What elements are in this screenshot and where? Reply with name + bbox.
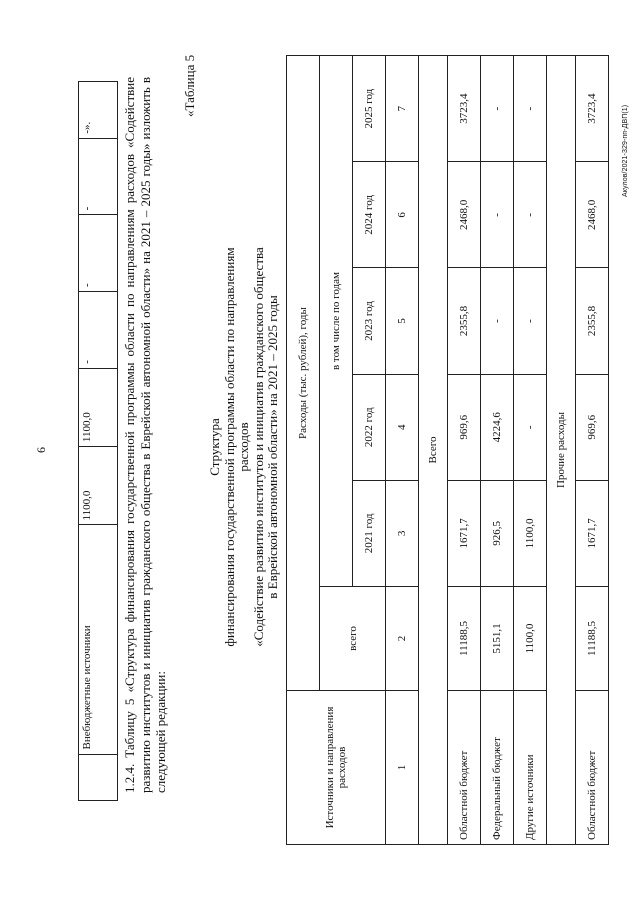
table-cell: 3723,4 [448,56,481,162]
column-number: 1 [386,691,419,845]
page-number: 6 [34,447,48,453]
col-header-year: 2025 год [353,56,386,162]
table-cell: 2468,0 [448,162,481,268]
table-cell: 1671,7 [576,480,609,586]
table-cell: - [514,268,547,374]
amendment-paragraph: 1.2.4. Таблицу 5 «Структура финансирования государственной программы области по направлениям расходов «Содействие развитию институтов и инициатив гражданского общества в Еврейской автономной области» на 2021 – 2025 годы» изложить в следующей редакции: [122,77,168,793]
section-row [419,56,448,845]
table-cell: - [79,292,118,369]
col-header-year: 2021 год [353,480,386,586]
section-other: Прочие расходы [547,56,576,845]
title-line: «Содействие развитию институтов и инициатив гражданского общества [250,247,266,647]
table-cell: 2468,0 [576,162,609,268]
title-line: финансирования государственной программы области по направлениям расходов [221,247,251,647]
row-label: Другие источники [514,691,547,845]
table-cell: 1100,0 [79,447,118,525]
section-total: Всего [419,56,448,845]
table-cell: - [481,268,514,374]
table-cell: - [514,162,547,268]
table-cell: - [514,56,547,162]
col-header-year: 2022 год [353,374,386,480]
table-cell: 2355,8 [448,268,481,374]
column-number: 5 [386,268,419,374]
column-number: 2 [386,587,419,691]
column-number: 3 [386,480,419,586]
table-cell: 2355,8 [576,268,609,374]
table-cell: - [79,138,118,215]
title-line: в Еврейской автономной области» на 2021 – 2025 годы [265,295,280,599]
row-label: Федеральный бюджет [481,691,514,845]
col-header-source: Источники и направления расходов [287,691,386,845]
table-cell: 969,6 [576,374,609,480]
side-note: Акулов/2021-329-пп-ДВП(1) [622,104,629,197]
row-label: Областной бюджет [576,691,609,845]
table-mark: «Таблица 5 [182,54,197,117]
column-number: 4 [386,374,419,480]
table-row [79,82,118,801]
table-cell: Внебюджетные источники [79,525,118,754]
table-cell: 5151,1 [481,587,514,691]
col-header-year: 2023 год [353,268,386,374]
table-cell: - [481,162,514,268]
col-header-by-years: в том числе по годам [320,56,353,587]
col-header-total: всего [320,587,386,691]
table-number-row [386,56,419,845]
table-row [481,56,514,845]
table-cell: 1100,0 [514,480,547,586]
table-cell: 4224,6 [481,374,514,480]
table-cell [79,754,118,800]
table-cell: 969,6 [448,374,481,480]
col-header-year: 2024 год [353,162,386,268]
table-cell: 11188,5 [448,587,481,691]
top-table [78,81,118,801]
title-line: Структура [207,418,222,476]
table-cell: 1100,0 [514,587,547,691]
col-header-expenses: Расходы (тыс. рублей), годы [287,56,320,691]
document-title [208,237,281,657]
table-row [576,56,609,845]
column-number: 6 [386,162,419,268]
table-cell: 11188,5 [576,587,609,691]
column-number: 7 [386,56,419,162]
table-row [514,56,547,845]
table-cell: 1671,7 [448,480,481,586]
table-cell: 1100,0 [79,368,118,446]
row-label: Областной бюджет [448,691,481,845]
table-row [448,56,481,845]
section-row [547,56,576,845]
table-cell: - [514,374,547,480]
table-cell: - [481,56,514,162]
table-cell: -». [79,82,118,139]
main-table [286,55,609,845]
table-header-row [287,56,320,845]
table-cell: 926,5 [481,480,514,586]
table-cell: 3723,4 [576,56,609,162]
table-cell: - [79,215,118,292]
